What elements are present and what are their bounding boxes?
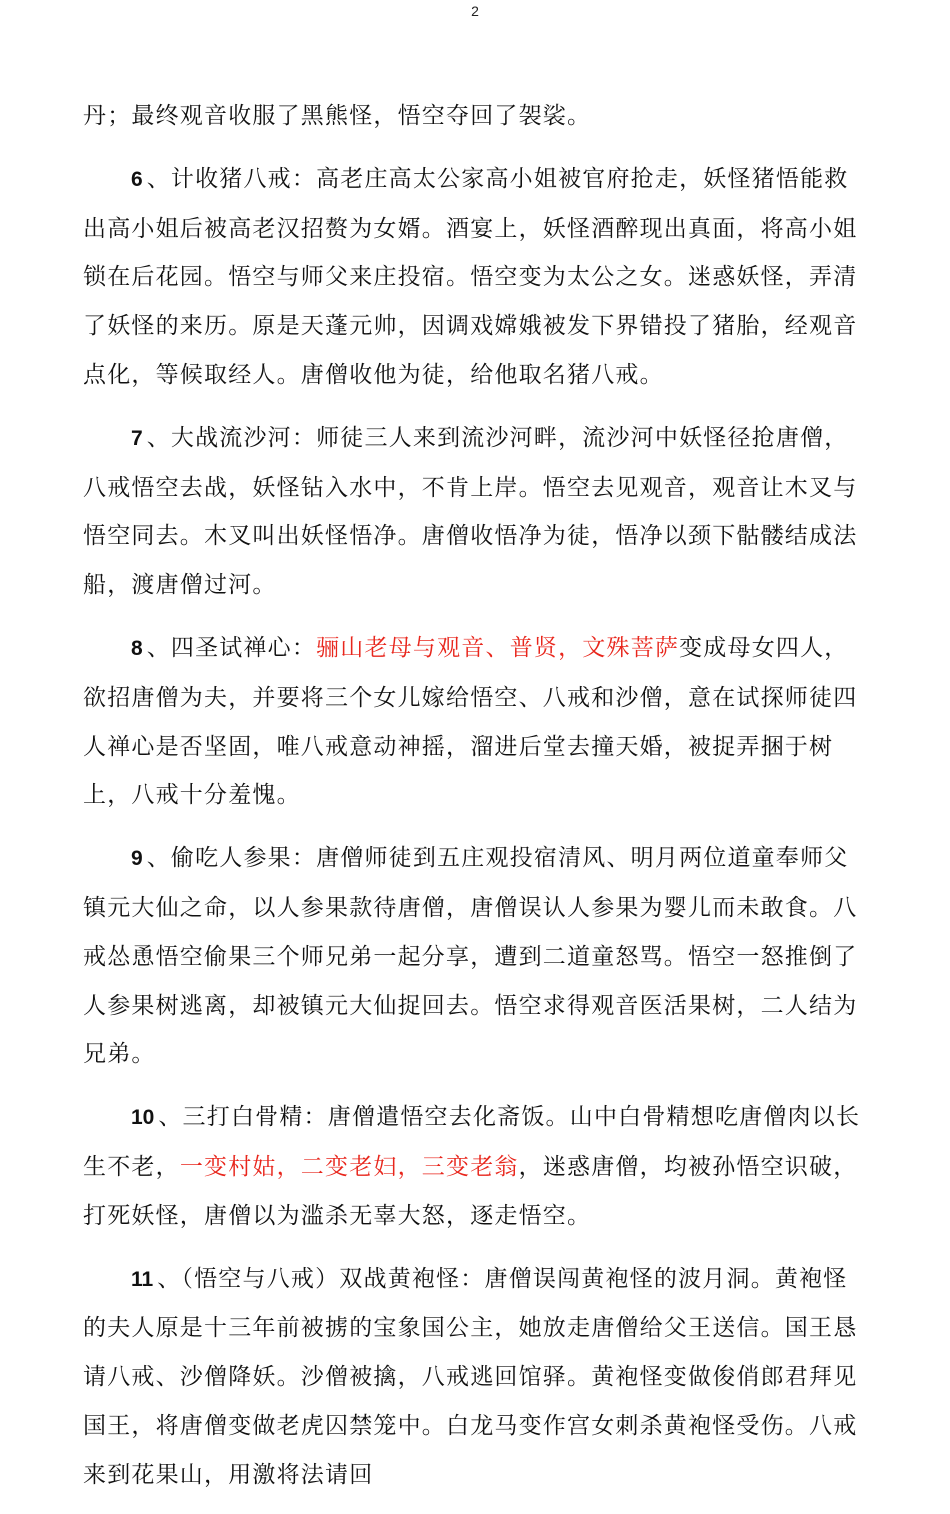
section-number: 11	[131, 1267, 154, 1291]
section-number: 8	[131, 636, 143, 660]
section-text: 变成母女四人，欲招唐僧为夫，并要将三个女儿嫁给悟空、八戒和沙僧，意在试探师徒四人禅心是否坚固，唯八戒意动神摇，溜进后堂去撞天婚，被捉弄捆于树上，八戒十分羞愧。	[83, 634, 858, 809]
section-text: 、四圣试禅心：	[146, 634, 317, 661]
section-number: 10	[131, 1106, 155, 1130]
section-paragraph-8	[83, 624, 868, 820]
section-paragraph-9	[83, 834, 868, 1079]
section-paragraph-6	[83, 155, 868, 400]
section-text: 、三打白骨精：唐僧遣悟空去化斋饭。山中白骨精想吃唐僧肉以长生不老，	[83, 1104, 861, 1180]
section-text: 、大战流沙河：师徒三人来到流沙河畔，流沙河中妖怪径抢唐僧，八戒悟空去战，妖怪钻入水中，不肯上岸。悟空去见观音，观音让木叉与悟空同去。木叉叫出妖怪悟净。唐僧收悟净为徒，悟净以颈下骷髅结成法船，渡唐僧过河。	[83, 424, 858, 599]
section-text: 、偷吃人参果：唐僧师徒到五庄观投宿清风、明月两位道童奉师父镇元大仙之命，以人参果款待唐僧，唐僧误认人参果为婴儿而未敢食。八戒怂恿悟空偷果三个师兄弟一起分享，遭到二道童怒骂。悟空一怒推倒了人参果树逃离，却被镇元大仙捉回去。悟空求得观音医活果树，二人结为兄弟。	[83, 845, 858, 1068]
section-number: 7	[131, 426, 143, 450]
page-number: 2	[471, 3, 479, 19]
section-text: 、计收猪八戒：高老庄高太公家高小姐被官府抢走，妖怪猪悟能救出高小姐后被高老汉招赘为女婿。酒宴上，妖怪酒醉现出真面，将高小姐锁在后花园。悟空与师父来庄投宿。悟空变为太公之女。迷惑妖怪，弄清了妖怪的来历。原是天蓬元帅，因调戏嫦娥被发下界错投了猪胎，经观音点化，等候取经人。唐僧收他为徒，给他取名猪八戒。	[83, 165, 858, 388]
section-number: 6	[131, 167, 143, 191]
highlighted-text: 一变村姑，二变老妇，三变老翁	[179, 1153, 519, 1180]
section-paragraph-10	[83, 1093, 868, 1240]
opening-paragraph: 丹；最终观音收服了黑熊怪，悟空夺回了袈裟。	[83, 103, 592, 129]
section-paragraph-7	[83, 414, 868, 610]
section-paragraph-11	[83, 1255, 868, 1500]
section-number: 9	[131, 847, 143, 871]
section-text: ，迷惑唐僧，均被孙悟空识破，打死妖怪，唐僧以为滥杀无辜大怒，逐走悟空。	[83, 1153, 858, 1229]
document-body	[83, 92, 868, 1514]
section-text: 、（悟空与八戒）双战黄袍怪：唐僧误闯黄袍怪的波月洞。黄袍怪的夫人原是十三年前被掳的宝象国公主，她放走唐僧给父王送信。国王恳请八戒、沙僧降妖。沙僧被擒，八戒逃回馆驿。黄袍怪变做俊俏郎君拜见国王，将唐僧变做老虎囚禁笼中。白龙马变作宫女刺杀黄袍怪受伤。八戒来到花果山，用激将法请回	[83, 1265, 858, 1488]
highlighted-text: 骊山老母与观音、普贤，文殊菩萨	[316, 634, 680, 661]
